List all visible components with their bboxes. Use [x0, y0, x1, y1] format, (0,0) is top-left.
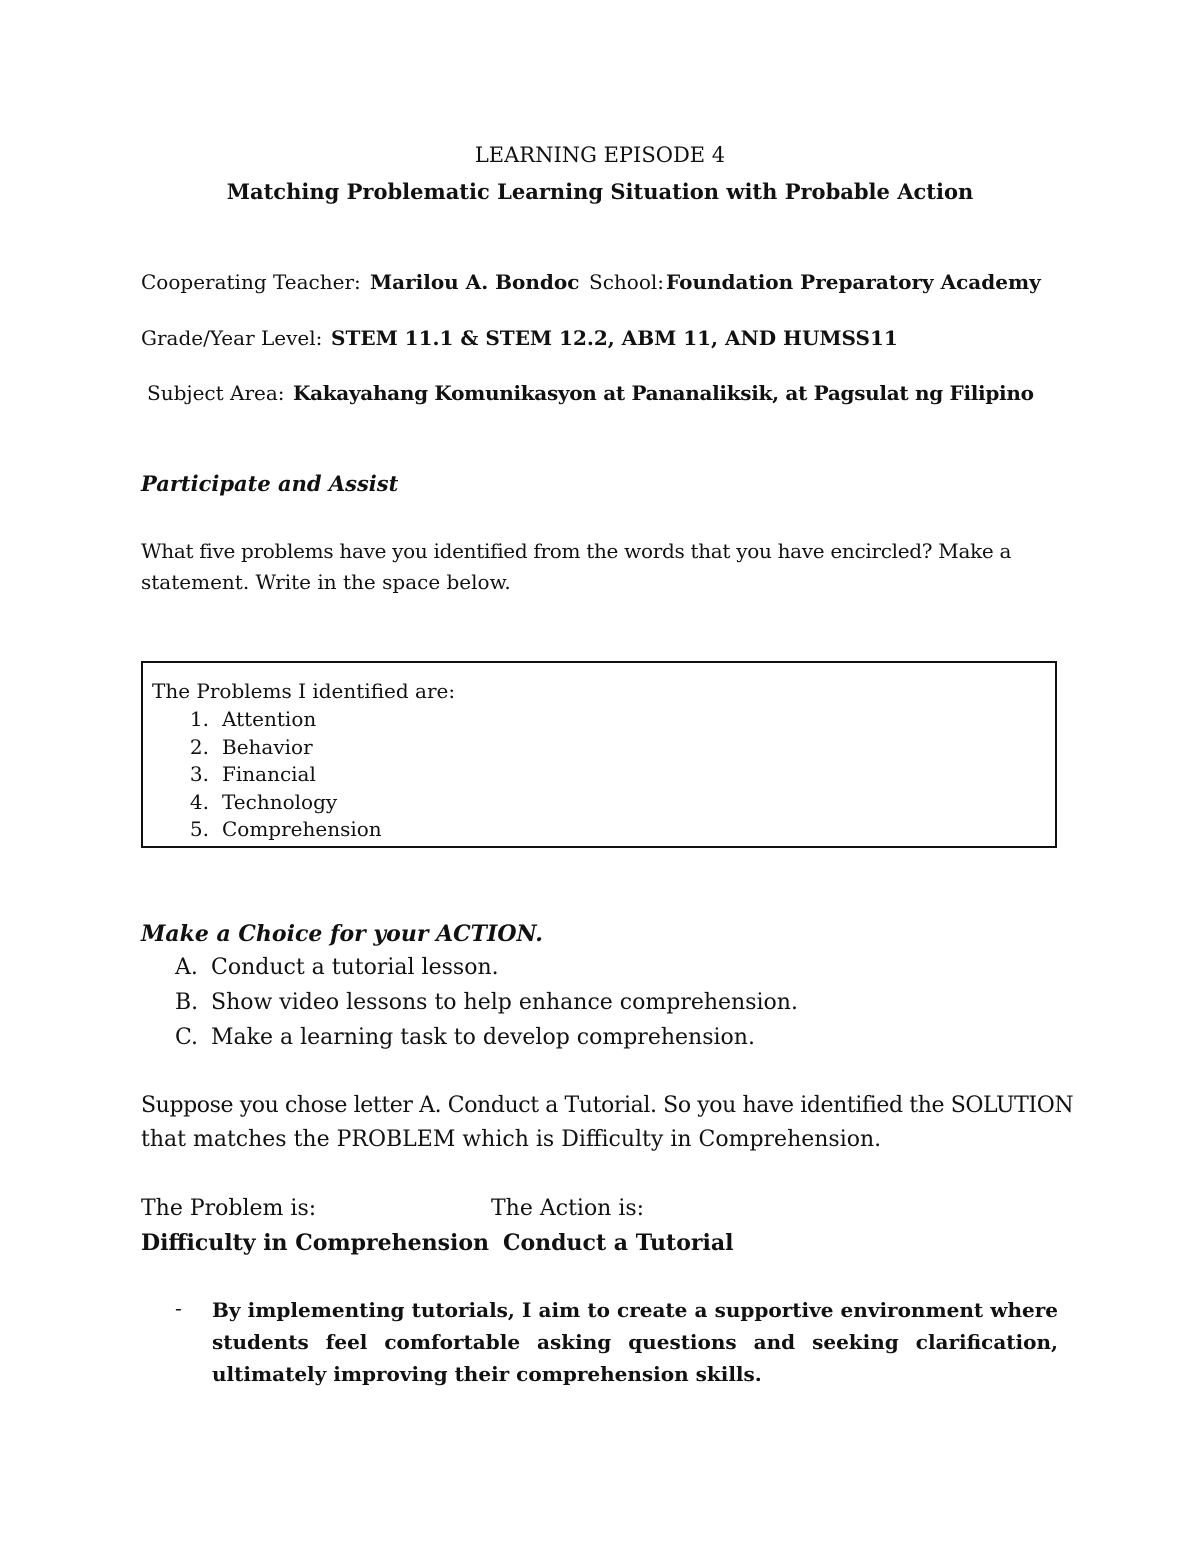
problems-box: [141, 661, 1057, 848]
choice-text: Conduct a tutorial lesson.: [211, 955, 499, 980]
problem-label: The Problem is:: [141, 1196, 317, 1221]
school-label: School:: [589, 270, 664, 294]
choice-letter: B.: [175, 990, 199, 1015]
problem-number: 4.: [189, 789, 209, 814]
page-title: Matching Problematic Learning Situation with Probable Action: [226, 179, 974, 204]
choice-text: Make a learning task to develop comprehension.: [211, 1025, 755, 1050]
participate-prompt-line2: statement. Write in the space below.: [141, 570, 511, 594]
problem-number: 3.: [189, 762, 209, 786]
problem-text: Comprehension: [222, 817, 382, 841]
bullet-dash: -: [175, 1296, 182, 1320]
problem-text: Financial: [222, 762, 316, 786]
problem-number: 2.: [189, 734, 209, 759]
choices-heading: Make a Choice for your ACTION.: [141, 921, 543, 947]
grade-label: Grade/Year Level:: [141, 326, 323, 350]
suppose-line1: Suppose you chose letter A. Conduct a Tutorial. So you have identified the SOLUTION: [141, 1093, 1074, 1118]
choice-letter: C.: [175, 1025, 199, 1050]
problem-text: Behavior: [222, 734, 313, 759]
problem-text: Technology: [222, 789, 338, 814]
reflection-text: By implementing tutorials, I aim to create a supportive environment where students feel comfortable asking questions and seeking clarification, ultimately improving their comprehension skills.: [212, 1298, 1058, 1386]
choice-letter: A.: [175, 955, 198, 980]
action-value: Conduct a Tutorial: [503, 1230, 734, 1256]
subject-value: Kakayahang Komunikasyon at Pananaliksik, at Pagsulat ng Filipino: [293, 381, 1034, 405]
problem-text: Attention: [222, 707, 317, 731]
choice-text: Show video lessons to help enhance comprehension.: [211, 990, 798, 1015]
school-value: Foundation Preparatory Academy: [666, 270, 1041, 294]
problem-number: 1.: [189, 707, 209, 731]
suppose-line2: that matches the PROBLEM which is Difficulty in Comprehension.: [141, 1127, 882, 1152]
participate-prompt-line1: What five problems have you identified from the words that you have encircled? Make a: [141, 539, 1012, 563]
cooperating-teacher-value: Marilou A. Bondoc: [370, 270, 580, 294]
problem-number: 5.: [189, 817, 209, 841]
cooperating-teacher-label: Cooperating Teacher:: [141, 270, 361, 294]
episode-label: LEARNING EPISODE 4: [474, 143, 726, 167]
action-label: The Action is:: [491, 1196, 645, 1221]
participate-heading: Participate and Assist: [141, 471, 399, 496]
grade-value: STEM 11.1 & STEM 12.2, ABM 11, AND HUMSS11: [331, 326, 898, 350]
problems-box-title: The Problems I identified are:: [152, 679, 456, 703]
subject-label: Subject Area:: [147, 381, 285, 405]
problem-value: Difficulty in Comprehension: [141, 1230, 490, 1256]
